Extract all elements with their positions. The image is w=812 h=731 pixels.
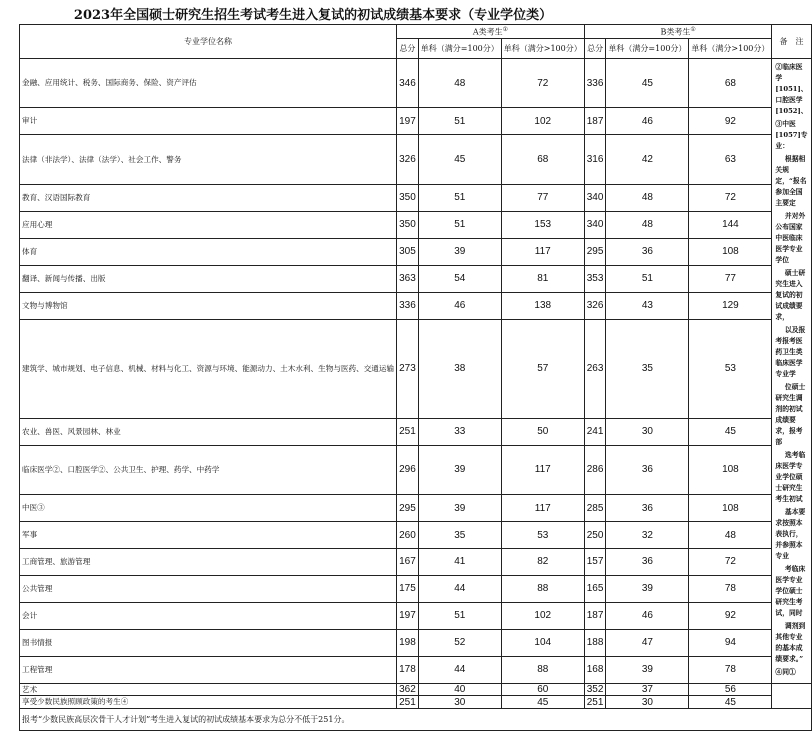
cell-a-s1: 38 [418,319,501,418]
cell-a-s1: 44 [418,575,501,602]
cell-b-total: 285 [584,495,606,522]
cell-b-total: 250 [584,522,606,549]
cell-b-s1: 35 [606,319,689,418]
cell-b-total: 157 [584,548,606,575]
cell-a-total: 305 [397,238,419,265]
cell-a-s2: 68 [501,135,584,184]
remark-line: 基本要求按照本表执行，并参照本专业 [775,508,806,560]
cell-b-s2: 45 [689,418,772,445]
cell-a-s1: 33 [418,418,501,445]
cell-a-total: 198 [397,629,419,656]
cell-b-s2: 78 [689,575,772,602]
cell-a-total: 175 [397,575,419,602]
table-row [20,108,812,135]
cell-a-s1: 54 [418,265,501,292]
header-zone-b: B类考生① [584,25,772,39]
cell-a-s2: 102 [501,108,584,135]
cell-degree-name: 艺术 [20,684,397,696]
cell-b-s2: 78 [689,656,772,683]
cell-b-s1: 46 [606,108,689,135]
table-row [20,418,812,445]
cell-a-total: 336 [397,292,419,319]
cell-degree-name: 文物与博物馆 [20,292,397,319]
cell-b-s2: 94 [689,629,772,656]
cell-b-s2: 92 [689,108,772,135]
cell-a-s1: 51 [418,184,501,211]
cell-a-s2: 88 [501,575,584,602]
cell-a-s1: 40 [418,684,501,696]
cell-b-s1: 36 [606,548,689,575]
remarks-blank-cell [772,684,811,709]
cell-b-s2: 45 [689,696,772,709]
table-row [20,629,812,656]
cell-b-s2: 72 [689,548,772,575]
cell-b-s2: 129 [689,292,772,319]
cell-degree-name: 翻译、新闻与传播、出版 [20,265,397,292]
header-row-1 [20,25,812,39]
header-remarks: 备 注 [772,25,811,59]
cell-b-s1: 46 [606,602,689,629]
cell-degree-name: 军事 [20,522,397,549]
cell-a-total: 251 [397,696,419,709]
cell-b-s2: 48 [689,522,772,549]
cell-a-total: 167 [397,548,419,575]
cell-b-total: 263 [584,319,606,418]
header-b-total: 总分 [584,39,606,59]
remark-line: 根据相关规定，“报名参加全国主要定 [775,155,807,207]
cell-degree-name: 应用心理 [20,211,397,238]
cell-b-s1: 45 [606,59,689,108]
cell-b-s1: 39 [606,575,689,602]
cell-b-s2: 72 [689,184,772,211]
cell-degree-name: 农业、兽医、风景园林、林业 [20,418,397,445]
cell-a-s1: 51 [418,211,501,238]
cell-degree-name: 中医③ [20,495,397,522]
cell-a-s2: 45 [501,696,584,709]
cell-degree-name: 工商管理、旅游管理 [20,548,397,575]
cell-b-total: 241 [584,418,606,445]
cell-b-s1: 32 [606,522,689,549]
cell-a-s2: 117 [501,445,584,494]
cell-b-total: 187 [584,108,606,135]
table-row [20,696,812,709]
cell-b-s1: 36 [606,238,689,265]
cell-b-s1: 43 [606,292,689,319]
cell-b-s2: 56 [689,684,772,696]
table-row [20,184,812,211]
table-row [20,211,812,238]
table-row [20,319,812,418]
cell-a-s1: 39 [418,495,501,522]
cell-a-total: 346 [397,59,419,108]
cell-a-s2: 81 [501,265,584,292]
page-title: 2023年全国硕士研究生招生考试考生进入复试的初试成绩基本要求（专业学位类） [73,8,553,23]
table-body [20,25,812,731]
cell-b-s2: 92 [689,602,772,629]
header-a-single2: 单科（满分>100分） [501,39,584,59]
cell-b-s1: 36 [606,495,689,522]
header-b-single1: 单科（满分=100分） [606,39,689,59]
cell-a-total: 197 [397,602,419,629]
cell-b-total: 165 [584,575,606,602]
cell-a-s2: 53 [501,522,584,549]
cell-b-s1: 36 [606,445,689,494]
cell-a-total: 350 [397,211,419,238]
table-row [20,135,812,184]
cell-a-s2: 88 [501,656,584,683]
cell-a-s2: 117 [501,495,584,522]
remarks-cell [772,59,811,684]
cell-a-total: 295 [397,495,419,522]
cell-degree-name: 临床医学②、口腔医学②、公共卫生、护理、药学、中药学 [20,445,397,494]
cell-b-s2: 108 [689,238,772,265]
cell-b-total: 168 [584,656,606,683]
remark-line: 选考临床医学专业学位硕士研究生考生初试 [775,451,806,503]
cell-a-s1: 48 [418,59,501,108]
cell-a-s1: 46 [418,292,501,319]
cell-b-total: 251 [584,696,606,709]
remark-line: 硕士研究生进入复试的初试成绩要求， [775,269,806,321]
cell-a-s1: 35 [418,522,501,549]
cell-a-s2: 117 [501,238,584,265]
table-row [20,495,812,522]
table-row [20,292,812,319]
cell-b-s1: 30 [606,418,689,445]
remark-line: ②临床医学[1051]、口腔医学[1052]、 [775,63,808,115]
table-row [20,265,812,292]
cell-b-s2: 63 [689,135,772,184]
cell-a-s1: 39 [418,445,501,494]
cell-b-total: 353 [584,265,606,292]
cell-degree-name: 建筑学、城市规划、电子信息、机械、材料与化工、资源与环境、能源动力、土木水利、生物与医药、交通运输 [20,319,397,418]
cell-degree-name: 教育、汉语国际教育 [20,184,397,211]
remark-line: 以及报考报考医药卫生类临床医学专业学 [775,326,806,378]
cell-b-s2: 53 [689,319,772,418]
cell-b-total: 286 [584,445,606,494]
cell-degree-name: 体育 [20,238,397,265]
cell-degree-name: 审计 [20,108,397,135]
table-row [20,522,812,549]
cell-b-s2: 77 [689,265,772,292]
cell-b-s2: 108 [689,495,772,522]
cell-a-s1: 51 [418,602,501,629]
cell-a-s2: 57 [501,319,584,418]
cell-b-s2: 108 [689,445,772,494]
footer-row [20,709,812,731]
cell-degree-name: 会计 [20,602,397,629]
cell-a-s2: 104 [501,629,584,656]
cell-a-s1: 45 [418,135,501,184]
header-b-single2: 单科（满分>100分） [689,39,772,59]
cell-b-s1: 37 [606,684,689,696]
table-row [20,602,812,629]
table-row [20,656,812,683]
table-row [20,684,812,696]
cell-a-s1: 41 [418,548,501,575]
remark-line: 考临床医学专业学位硕士研究生考试，同时 [775,565,806,617]
footer-note: 报考“少数民族高层次骨干人才计划”考生进入复试的初试成绩基本要求为总分不低于251分。 [20,709,812,731]
remark-line: 调剂到其他专业的基本成绩要求。” [775,622,806,663]
cell-b-total: 340 [584,211,606,238]
remark-line: ④同① [775,668,796,676]
cell-a-total: 362 [397,684,419,696]
cell-a-s1: 30 [418,696,501,709]
cell-a-total: 326 [397,135,419,184]
cell-b-s1: 48 [606,184,689,211]
cell-b-total: 336 [584,59,606,108]
cell-a-s2: 77 [501,184,584,211]
table-row [20,575,812,602]
cell-a-total: 296 [397,445,419,494]
cell-a-total: 260 [397,522,419,549]
cell-degree-name: 享受少数民族照顾政策的考生④ [20,696,397,709]
table-row [20,59,812,108]
cell-a-s2: 60 [501,684,584,696]
cell-degree-name: 金融、应用统计、税务、国际商务、保险、资产评估 [20,59,397,108]
cell-degree-name: 图书情报 [20,629,397,656]
cell-a-total: 273 [397,319,419,418]
cell-a-total: 197 [397,108,419,135]
cell-b-total: 352 [584,684,606,696]
cell-b-s2: 68 [689,59,772,108]
header-category: 专业学位名称 [20,25,397,59]
cell-degree-name: 工程管理 [20,656,397,683]
cell-b-total: 316 [584,135,606,184]
cell-b-s2: 144 [689,211,772,238]
cell-b-s1: 39 [606,656,689,683]
cell-a-s2: 102 [501,602,584,629]
cell-a-s1: 39 [418,238,501,265]
cell-a-s1: 52 [418,629,501,656]
cell-a-total: 363 [397,265,419,292]
score-table [19,24,812,731]
cell-a-total: 350 [397,184,419,211]
cell-b-total: 326 [584,292,606,319]
remark-line: 并对外公布国家中医临床医学专业学位 [775,212,806,264]
header-a-single1: 单科（满分=100分） [418,39,501,59]
cell-a-total: 178 [397,656,419,683]
cell-b-total: 188 [584,629,606,656]
cell-degree-name: 公共管理 [20,575,397,602]
header-zone-a: A类考生① [397,25,585,39]
cell-a-s2: 82 [501,548,584,575]
cell-b-total: 340 [584,184,606,211]
cell-a-s2: 50 [501,418,584,445]
cell-b-s1: 47 [606,629,689,656]
header-a-total: 总分 [397,39,419,59]
cell-degree-name: 法律（非法学）、法律（法学）、社会工作、警务 [20,135,397,184]
table-row [20,548,812,575]
cell-a-s2: 72 [501,59,584,108]
remark-line: 位硕士研究生调剂的初试成绩要求，报考部 [775,383,806,446]
remark-line: ③中医[1057]专业： [775,120,808,150]
cell-a-s2: 138 [501,292,584,319]
cell-a-total: 251 [397,418,419,445]
table-row [20,238,812,265]
cell-a-s1: 44 [418,656,501,683]
table-row [20,445,812,494]
cell-b-s1: 30 [606,696,689,709]
cell-b-s1: 42 [606,135,689,184]
cell-b-s1: 51 [606,265,689,292]
cell-a-s2: 153 [501,211,584,238]
cell-b-total: 187 [584,602,606,629]
cell-a-s1: 51 [418,108,501,135]
cell-b-total: 295 [584,238,606,265]
cell-b-s1: 48 [606,211,689,238]
